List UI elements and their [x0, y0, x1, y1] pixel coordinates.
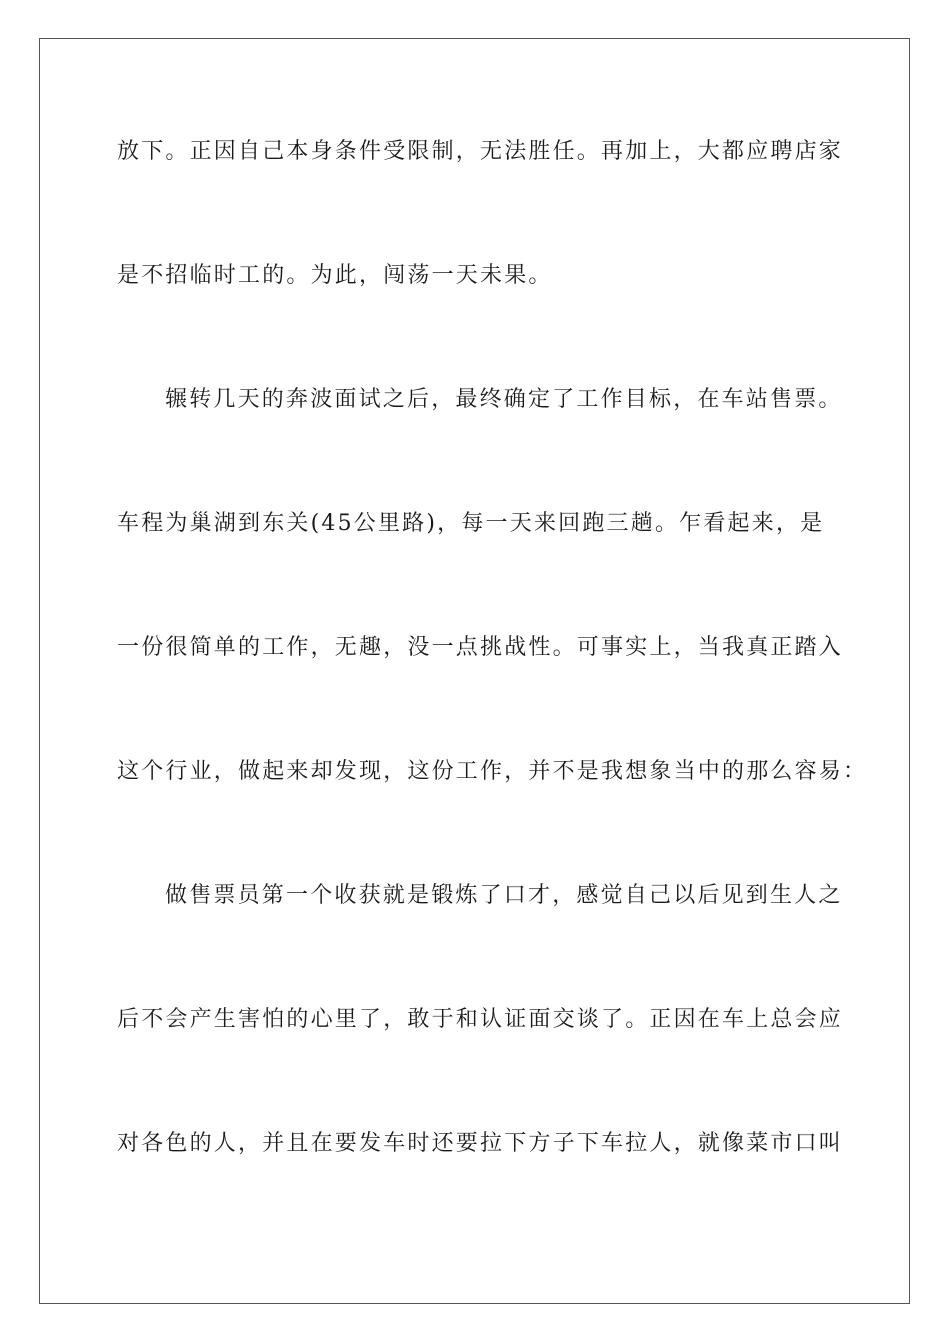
page-border	[39, 38, 910, 1304]
text-line: 后不会产生害怕的心里了，敢于和认证面交谈了。正因在车上总会应	[117, 1007, 844, 1032]
text-line: 一份很简单的工作，无趣，没一点挑战性。可事实上，当我真正踏入	[117, 635, 844, 660]
text-line: 车程为巢湖到东关(45公里路)，每一天来回跑三趟。乍看起来，是	[117, 511, 825, 536]
paragraph-first-line: 做售票员第一个收获就是锻炼了口才，感觉自己以后见到生人之	[165, 883, 843, 908]
text-line: 对各色的人，并且在要发车时还要拉下方子下车拉人，就像菜市口叫	[117, 1131, 844, 1156]
text-line: 是不招临时工的。为此，闯荡一天未果。	[117, 263, 553, 288]
text-line: 这个行业，做起来却发现，这份工作，并不是我想象当中的那么容易：	[117, 759, 868, 784]
text-line: 放下。正因自己本身条件受限制，无法胜任。再加上，大都应聘店家	[117, 139, 844, 164]
paragraph-first-line: 辗转几天的奔波面试之后，最终确定了工作目标，在车站售票。	[165, 387, 843, 412]
